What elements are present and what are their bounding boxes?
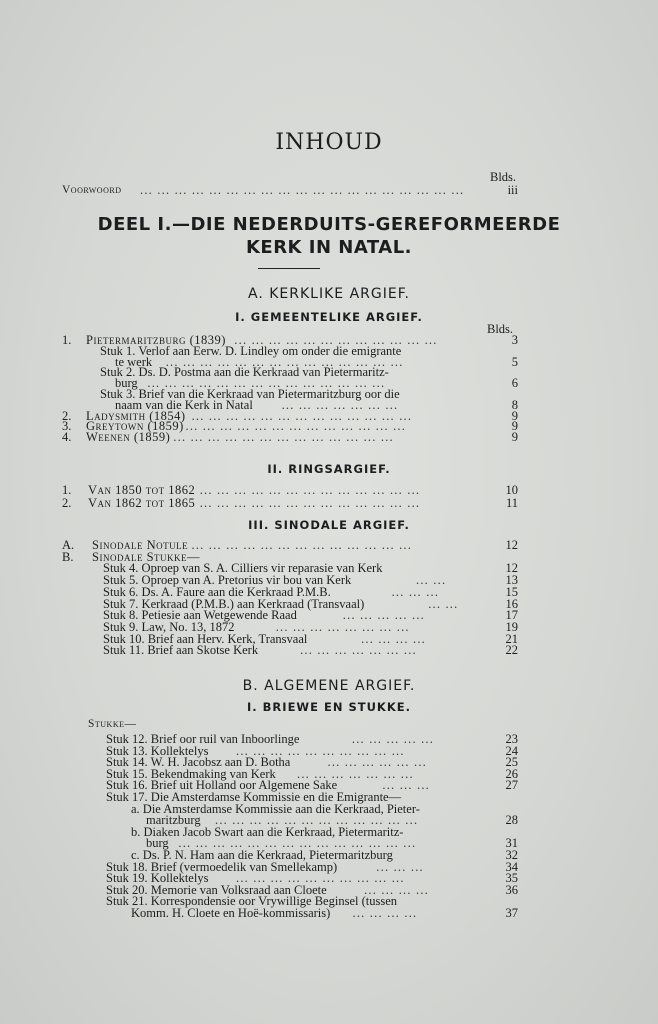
toc-entry-text: Stuk 9. Law, No. 13, 1872 bbox=[103, 619, 235, 634]
toc-entry-page: 23 bbox=[505, 732, 518, 746]
subsection-heading-sinodale: III. SINODALE ARGIEF. bbox=[248, 518, 410, 532]
toc-entry-text: Stuk 10. Brief aan Herv. Kerk, Transvaal bbox=[103, 631, 308, 646]
toc-entry-page: 37 bbox=[505, 906, 518, 920]
toc-entry-page: 8 bbox=[511, 397, 518, 412]
toc-entry-number: 1. bbox=[62, 483, 72, 497]
leader-dots: ... ... ... ... ... ... ... bbox=[297, 767, 414, 781]
toc-entry[interactable] bbox=[0, 907, 658, 920]
leader-dots: ... ... ... ... ... ... bbox=[327, 756, 427, 770]
toc-entry-text: Stuk 11. Brief aan Skotse Kerk bbox=[103, 643, 259, 658]
toc-entry-page: 19 bbox=[505, 619, 518, 634]
leader-dots: ... ... ... ... ... ... ... ... ... ... ... ... ... bbox=[199, 497, 421, 510]
toc-entry-text: Stuk 13. Kollektelys bbox=[106, 743, 209, 758]
toc-entry-page: 32 bbox=[505, 848, 518, 862]
toc-voorwoord[interactable] bbox=[0, 184, 658, 197]
section-heading-a: A. KERKLIKE ARGIEF. bbox=[248, 286, 410, 302]
toc-entry-text: Sinodale Stukke— bbox=[92, 549, 201, 564]
toc-entry-page: 11 bbox=[505, 496, 518, 510]
toc-entry-number: B. bbox=[62, 549, 74, 564]
leader-dots: ... ... ... ... bbox=[352, 907, 418, 920]
toc-entry-number: 4. bbox=[62, 430, 72, 445]
leader-dots: ... ... ... ... ... bbox=[351, 733, 435, 746]
subsection-heading-rings: II. RINGSARGIEF. bbox=[267, 462, 391, 476]
toc-entry-text: c. Ds. P. N. Ham aan die Kerkraad, Pietermaritzburg bbox=[131, 848, 393, 862]
toc-entry-text: Stuk 8. Petiesie aan Wetgewende Raad bbox=[103, 608, 297, 623]
toc-entry-page: 12 bbox=[505, 538, 518, 552]
toc-entry-text: Ladysmith (1854) bbox=[86, 408, 186, 423]
toc-entry-page: 9 bbox=[511, 408, 518, 423]
toc-entry-number: 3. bbox=[62, 419, 72, 434]
toc-entry-page: 25 bbox=[505, 755, 518, 770]
stukke-label: Stukke— bbox=[88, 718, 137, 730]
toc-entry-page: 27 bbox=[505, 778, 518, 793]
toc-entry-text: Stuk 4. Oproep van S. A. Cilliers vir reparasie van Kerk bbox=[103, 561, 383, 576]
toc-entry-text: Stuk 16. Brief uit Holland oor Algemene Sake bbox=[106, 778, 338, 793]
subsection-heading-briewe: I. BRIEWE EN STUKKE. bbox=[247, 700, 411, 714]
toc-entry-page: 9 bbox=[511, 419, 518, 434]
toc-entry-page: 6 bbox=[511, 376, 518, 391]
toc-entry-text: maritzburg bbox=[146, 813, 201, 828]
toc-entry-text: Stuk 18. Brief (vermoedelik van Smellekamp) bbox=[106, 859, 338, 874]
toc-entry[interactable] bbox=[0, 497, 658, 510]
toc-entry-text: Komm. H. Cloete en Hoë-kommissaris) bbox=[131, 906, 331, 920]
toc-entry-number: 1. bbox=[62, 333, 72, 347]
leader-dots: ... ... ... ... ... ... ... ... ... ... ... ... ... bbox=[185, 420, 407, 434]
toc-entry-number: 2. bbox=[62, 496, 72, 510]
toc-entry-text: Stuk 15. Bekendmaking van Kerk bbox=[106, 766, 276, 781]
leader-dots: ... ... ... ... ... ... ... bbox=[300, 644, 417, 658]
toc-entry-page: 24 bbox=[505, 743, 518, 758]
page-title: INHOUD bbox=[275, 130, 383, 155]
subsection-heading-gemeentelike: I. GEMEENTELIKE ARGIEF. bbox=[235, 310, 423, 324]
toc-entry-page: 10 bbox=[505, 483, 518, 497]
leader-dots: ... ... bbox=[416, 574, 447, 588]
toc-entry-text: Stuk 1. Verlof aan Eerw. D. Lindley om onder die emigrante bbox=[100, 343, 402, 358]
toc-entry-text: Sinodale Notule bbox=[92, 538, 189, 552]
toc-entry-page: 16 bbox=[505, 596, 518, 611]
leader-dots: ... ... ... ... ... ... ... ... ... ... ... ... ... ... bbox=[147, 377, 386, 391]
leader-dots: ... ... ... ... ... ... ... bbox=[281, 398, 399, 412]
leader-dots: ... ... bbox=[428, 597, 459, 611]
toc-entry-text: Stuk 19. Kollektelys bbox=[106, 871, 209, 886]
toc-entry-page: 34 bbox=[505, 859, 518, 874]
toc-entry-page: 5 bbox=[511, 354, 518, 369]
toc-entry-text: Stuk 6. Ds. A. Faure aan die Kerkraad P.M.B. bbox=[103, 584, 331, 599]
divider-rule bbox=[258, 268, 320, 269]
leader-dots: ... ... ... ... ... ... ... ... ... ... ... ... ... bbox=[191, 539, 413, 552]
toc-entry-text: Van 1862 tot 1865 bbox=[88, 496, 196, 510]
toc-entry-page: 3 bbox=[511, 333, 518, 347]
toc-entry-text: Pietermaritzburg (1839) bbox=[86, 333, 226, 347]
leader-dots: ... ... ... bbox=[391, 585, 440, 599]
blds-label: Blds. bbox=[490, 170, 517, 184]
leader-dots: ... ... ... bbox=[382, 779, 430, 793]
toc-entry-text: Stuk 20. Memorie van Volksraad aan Cloete bbox=[106, 882, 327, 897]
toc-entry-text: Stuk 21. Korrespondensie oor Vrywillige Beginsel (tussen bbox=[106, 894, 397, 909]
leader-dots: ... ... ... ... bbox=[364, 883, 429, 897]
leader-dots: ... ... ... ... bbox=[361, 632, 426, 646]
toc-entry-page: 22 bbox=[505, 643, 518, 658]
toc-entry-text: b. Diaken Jacob Swart aan die Kerkraad, Pietermaritz- bbox=[131, 824, 404, 839]
toc-entry-page: 21 bbox=[505, 631, 518, 646]
toc-entry-text: te werk bbox=[115, 354, 153, 369]
leader-dots: ... ... ... ... ... ... ... ... ... ... ... ... ... ... ... ... ... ... ... bbox=[140, 184, 465, 197]
toc-entry-page: 36 bbox=[505, 882, 518, 897]
toc-voorwoord-label: Voorwoord bbox=[62, 184, 122, 196]
toc-entry-text: Stuk 3. Brief van die Kerkraad van Pietermaritzburg oor die bbox=[100, 387, 400, 401]
leader-dots: ... ... ... ... ... ... ... ... ... ... ... ... ... bbox=[173, 431, 394, 445]
toc-entry-text: Stuk 17. Die Amsterdamse Kommissie en die Emigrante— bbox=[106, 790, 402, 804]
leader-dots: ... ... ... ... ... ... ... ... ... ... ... ... ... ... bbox=[178, 837, 417, 851]
part-heading-line2: KERK IN NATAL. bbox=[245, 237, 413, 258]
toc-entry-page: 26 bbox=[505, 766, 518, 781]
blds-label-2: Blds. bbox=[487, 322, 514, 336]
toc-voorwoord-page: iii bbox=[507, 183, 518, 197]
toc-entry[interactable] bbox=[0, 431, 658, 444]
leader-dots: ... ... ... ... ... ... ... ... ... ... ... ... bbox=[215, 814, 419, 828]
leader-dots: ... ... ... ... ... ... ... ... ... ... ... ... bbox=[234, 334, 438, 347]
leader-dots: ... ... ... ... ... ... ... ... bbox=[275, 620, 410, 634]
leader-dots: ... ... ... ... ... ... ... ... ... ... bbox=[236, 872, 405, 886]
toc-entry-page: 35 bbox=[505, 871, 518, 886]
toc-entry-page: 28 bbox=[505, 813, 518, 828]
toc-entry[interactable] bbox=[0, 644, 658, 657]
toc-entry-text: a. Die Amsterdamse Kommissie aan die Kerkraad, Pieter- bbox=[131, 801, 420, 816]
toc-entry-text: Van 1850 tot 1862 bbox=[88, 483, 196, 497]
toc-entry-page: 15 bbox=[505, 584, 518, 599]
leader-dots: ... ... ... ... ... ... ... ... ... ... ... ... ... bbox=[199, 484, 421, 497]
toc-entry-text: Stuk 12. Brief oor ruil van Inboorlinge bbox=[106, 732, 300, 746]
toc-entry-text: Stuk 14. W. H. Jacobsz aan D. Botha bbox=[106, 755, 291, 770]
leader-dots: ... ... ... ... ... ... ... ... ... ... ... ... ... ... bbox=[165, 355, 404, 369]
toc-entry-text: Stuk 2. Ds. D. Postma aan die Kerkraad van Pietermaritz- bbox=[100, 365, 389, 380]
toc-entry-text: burg bbox=[115, 376, 138, 391]
toc-entry-number: A. bbox=[62, 538, 75, 552]
toc-entry-text: Weenen (1859) bbox=[86, 430, 171, 445]
part-heading-line1: DEEL I.—DIE NEDERDUITS-GEREFORMEERDE bbox=[97, 214, 561, 235]
toc-entry-page: 9 bbox=[511, 430, 518, 445]
leader-dots: ... ... ... ... ... ... ... ... ... ... ... ... ... bbox=[191, 409, 413, 423]
toc-entry-page: 13 bbox=[505, 573, 518, 588]
leader-dots: ... ... ... ... ... bbox=[342, 609, 425, 623]
toc-entry-text: burg bbox=[146, 836, 169, 851]
toc-entry-text: Stuk 5. Oproep van A. Pretorius vir bou van Kerk bbox=[103, 573, 352, 588]
toc-entry-number: 2. bbox=[62, 408, 72, 423]
toc-entry-page: 17 bbox=[505, 608, 518, 623]
toc-entry-text: Stuk 7. Kerkraad (P.M.B.) aan Kerkraad (Transvaal) bbox=[103, 596, 365, 611]
section-heading-b: B. ALGEMENE ARGIEF. bbox=[242, 678, 416, 694]
toc-entry-text: Greytown (1859) bbox=[86, 419, 184, 434]
leader-dots: ... ... ... ... ... ... ... ... ... ... bbox=[236, 744, 405, 758]
toc-entry-page: 12 bbox=[505, 561, 518, 576]
toc-entry-text: naam van die Kerk in Natal bbox=[115, 397, 253, 412]
leader-dots: ... ... ... bbox=[376, 860, 424, 874]
toc-entry-page: 31 bbox=[505, 836, 518, 851]
